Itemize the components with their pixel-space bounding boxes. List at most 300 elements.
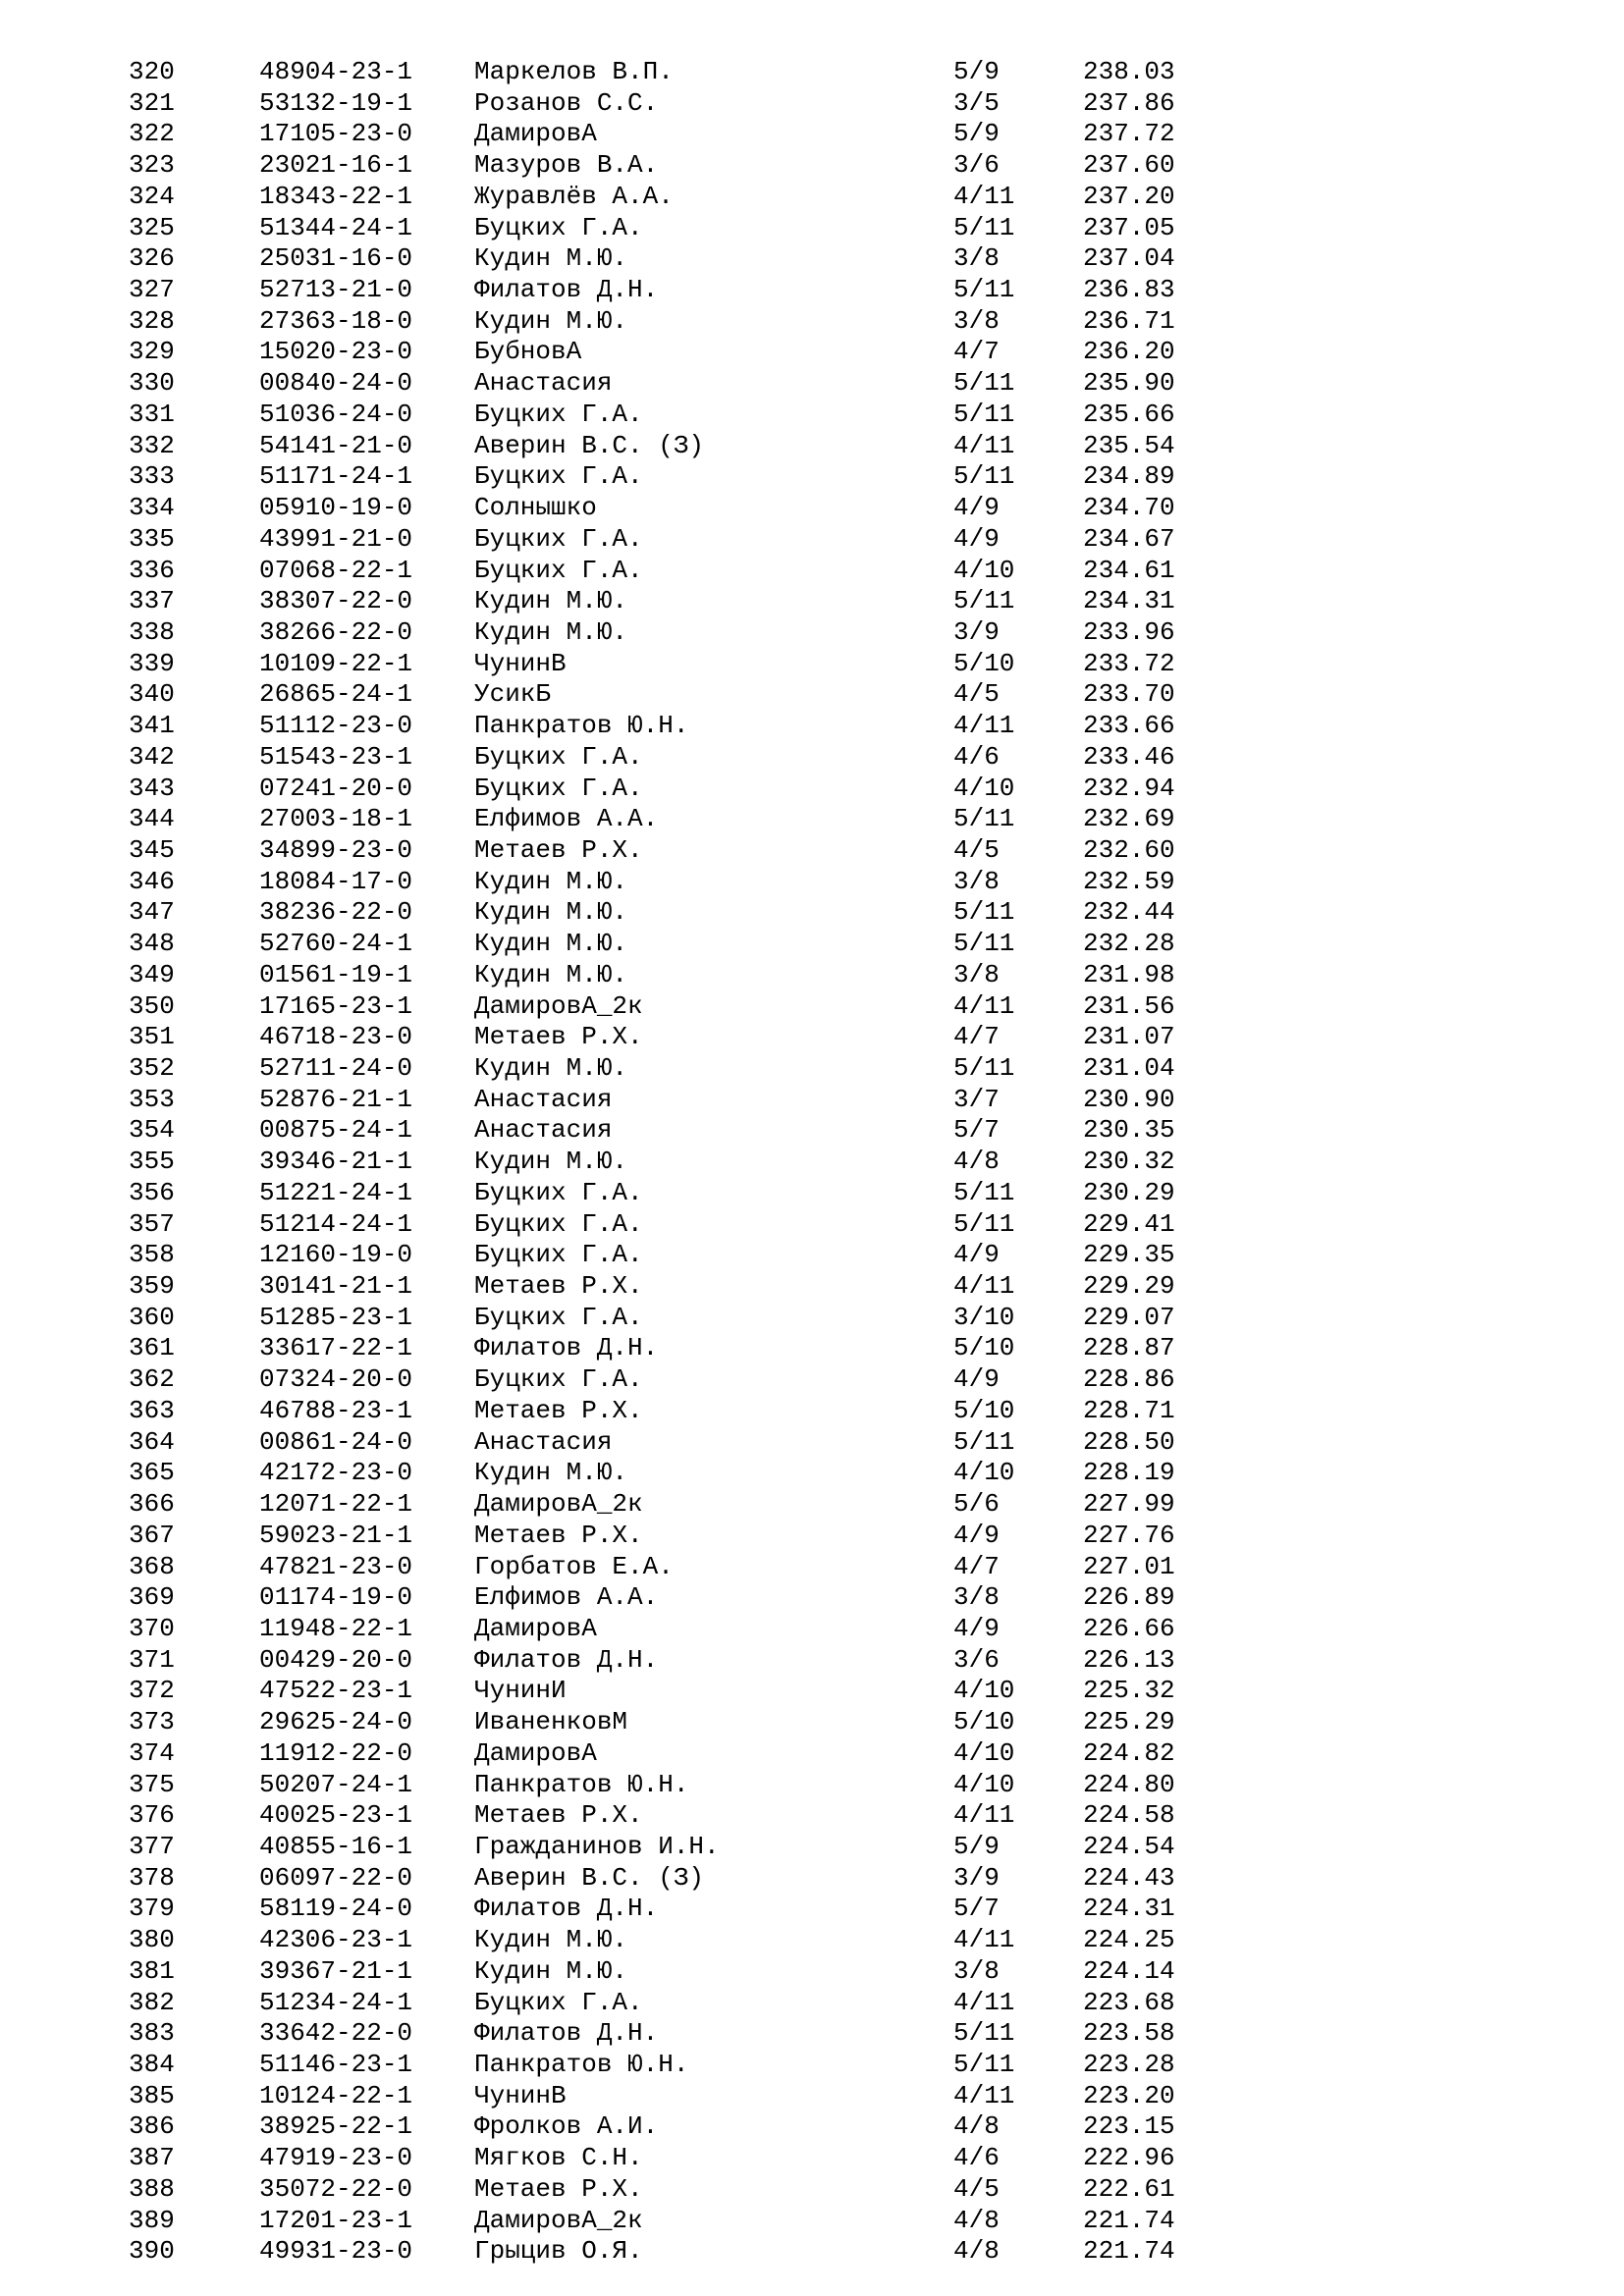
row-code: 42306-23-1: [259, 1925, 413, 1955]
table-row: [129, 2143, 1268, 2174]
row-number: 368: [129, 1551, 175, 1581]
row-ratio: 5/11: [953, 368, 1015, 399]
row-code: 10109-22-1: [259, 648, 413, 678]
table-row: [129, 1956, 1268, 1988]
row-name: Панкратов Ю.Н.: [474, 1769, 689, 1799]
row-name: Кудин М.Ю.: [474, 1925, 628, 1955]
row-score: 232.60: [1083, 834, 1175, 865]
row-name: Кудин М.Ю.: [474, 586, 628, 616]
row-number: 328: [129, 305, 175, 336]
row-number: 381: [129, 1955, 175, 1986]
row-code: 17105-23-0: [259, 119, 413, 149]
row-ratio: 5/7: [953, 1115, 1000, 1146]
row-name: Филатов Д.Н.: [474, 1894, 659, 1924]
row-score: 232.44: [1083, 897, 1175, 928]
row-number: 358: [129, 1240, 175, 1270]
table-row: [129, 1115, 1268, 1147]
row-code: 25031-16-0: [259, 243, 413, 274]
row-code: 39367-21-1: [259, 1955, 413, 1986]
row-score: 228.50: [1083, 1426, 1175, 1457]
row-code: 26865-24-1: [259, 679, 413, 710]
row-score: 222.96: [1083, 2143, 1175, 2173]
row-number: 377: [129, 1831, 175, 1861]
table-row: [129, 337, 1268, 368]
table-row: [129, 1085, 1268, 1116]
row-score: 234.61: [1083, 555, 1175, 585]
row-name: Буцких Г.А.: [474, 1987, 643, 2017]
row-score: 226.89: [1083, 1582, 1175, 1613]
row-ratio: 4/9: [953, 1520, 1000, 1550]
row-number: 364: [129, 1426, 175, 1457]
row-number: 349: [129, 959, 175, 989]
row-score: 231.07: [1083, 1022, 1175, 1052]
table-row: [129, 213, 1268, 244]
row-code: 05910-19-0: [259, 493, 413, 523]
row-number: 333: [129, 461, 175, 492]
row-code: 06097-22-0: [259, 1862, 413, 1893]
table-row: [129, 243, 1268, 275]
row-code: 18084-17-0: [259, 866, 413, 896]
table-row: [129, 1800, 1268, 1832]
row-score: 224.80: [1083, 1769, 1175, 1799]
row-number: 355: [129, 1147, 175, 1177]
row-code: 35072-22-0: [259, 2173, 413, 2204]
table-row: [129, 649, 1268, 680]
table-row: [129, 1863, 1268, 1895]
row-score: 225.32: [1083, 1676, 1175, 1706]
row-code: 51234-24-1: [259, 1987, 413, 2017]
table-row: [129, 2018, 1268, 2050]
row-number: 367: [129, 1520, 175, 1550]
row-score: 225.29: [1083, 1707, 1175, 1737]
row-name: Кудин М.Ю.: [474, 897, 628, 928]
table-row: [129, 1333, 1268, 1364]
row-score: 231.04: [1083, 1053, 1175, 1083]
row-name: Мазуров В.А.: [474, 150, 659, 181]
row-name: Анастасия: [474, 1084, 613, 1114]
row-ratio: 4/11: [953, 1987, 1015, 2017]
row-number: 363: [129, 1395, 175, 1425]
row-ratio: 4/8: [953, 2236, 1000, 2267]
row-score: 229.07: [1083, 1302, 1175, 1332]
row-score: 228.19: [1083, 1458, 1175, 1488]
row-score: 237.86: [1083, 87, 1175, 118]
row-ratio: 4/10: [953, 1458, 1015, 1488]
row-code: 15020-23-0: [259, 337, 413, 367]
row-ratio: 4/9: [953, 1613, 1000, 1643]
row-code: 07241-20-0: [259, 773, 413, 803]
row-number: 374: [129, 1737, 175, 1768]
row-score: 237.72: [1083, 119, 1175, 149]
table-row: [129, 275, 1268, 306]
row-ratio: 5/11: [953, 212, 1015, 242]
row-ratio: 5/11: [953, 2018, 1015, 2049]
table-row: [129, 524, 1268, 556]
row-name: Панкратов Ю.Н.: [474, 711, 689, 741]
row-number: 386: [129, 2111, 175, 2142]
row-code: 51171-24-1: [259, 461, 413, 492]
row-code: 59023-21-1: [259, 1520, 413, 1550]
row-name: Буцких Г.А.: [474, 1364, 643, 1395]
row-score: 234.89: [1083, 461, 1175, 492]
row-score: 223.28: [1083, 2050, 1175, 2079]
row-name: Кудин М.Ю.: [474, 243, 628, 274]
row-number: 379: [129, 1894, 175, 1924]
row-code: 00429-20-0: [259, 1644, 413, 1675]
row-number: 357: [129, 1208, 175, 1239]
table-row: [129, 2206, 1268, 2237]
row-code: 48904-23-1: [259, 57, 413, 86]
row-ratio: 5/10: [953, 1333, 1015, 1363]
row-name: Буцких Г.А.: [474, 741, 643, 772]
row-ratio: 4/7: [953, 337, 1000, 367]
row-ratio: 3/8: [953, 305, 1000, 336]
row-number: 366: [129, 1489, 175, 1520]
row-name: Буцких Г.А.: [474, 1208, 643, 1239]
table-row: [129, 1707, 1268, 1738]
row-number: 387: [129, 2143, 175, 2173]
row-name: УсикБ: [474, 679, 552, 710]
row-ratio: 5/11: [953, 1208, 1015, 1239]
table-row: [129, 2050, 1268, 2081]
table-row: [129, 119, 1268, 150]
row-ratio: 3/9: [953, 616, 1000, 647]
table-row: [129, 1738, 1268, 1770]
row-score: 227.01: [1083, 1551, 1175, 1581]
row-number: 344: [129, 804, 175, 834]
table-row: [129, 461, 1268, 493]
table-row: [129, 867, 1268, 898]
row-code: 51543-23-1: [259, 741, 413, 772]
row-name: Метаев Р.Х.: [474, 1520, 643, 1550]
table-row: [129, 400, 1268, 431]
table-row: [129, 1427, 1268, 1459]
row-name: Анастасия: [474, 1115, 613, 1146]
table-row: [129, 679, 1268, 711]
row-code: 01174-19-0: [259, 1582, 413, 1613]
row-ratio: 4/9: [953, 1364, 1000, 1395]
row-ratio: 4/8: [953, 2111, 1000, 2142]
row-number: 360: [129, 1302, 175, 1332]
row-ratio: 5/11: [953, 399, 1015, 429]
row-name: Солнышко: [474, 493, 597, 523]
row-ratio: 4/11: [953, 1925, 1015, 1955]
row-ratio: 5/9: [953, 119, 1000, 149]
row-name: Елфимов А.А.: [474, 1582, 659, 1613]
row-name: Буцких Г.А.: [474, 773, 643, 803]
row-name: Буцких Г.А.: [474, 461, 643, 492]
row-score: 224.14: [1083, 1955, 1175, 1986]
row-name: Буцких Г.А.: [474, 399, 643, 429]
table-row: [129, 1676, 1268, 1707]
row-ratio: 4/11: [953, 1800, 1015, 1831]
table-row: [129, 897, 1268, 929]
row-ratio: 3/6: [953, 150, 1000, 181]
row-ratio: 5/6: [953, 1489, 1000, 1520]
table-row: [129, 431, 1268, 462]
row-ratio: 5/10: [953, 1395, 1015, 1425]
table-row: [129, 742, 1268, 774]
row-code: 51221-24-1: [259, 1177, 413, 1207]
row-code: 40025-23-1: [259, 1800, 413, 1831]
row-ratio: 4/8: [953, 1147, 1000, 1177]
row-name: Фролков А.И.: [474, 2111, 659, 2142]
row-name: Кудин М.Ю.: [474, 929, 628, 959]
row-score: 221.74: [1083, 2205, 1175, 2235]
row-code: 40855-16-1: [259, 1831, 413, 1861]
table-row: [129, 493, 1268, 524]
row-ratio: 5/11: [953, 897, 1015, 928]
row-name: Метаев Р.Х.: [474, 1395, 643, 1425]
row-name: Аверин В.С. (З): [474, 1862, 705, 1893]
row-code: 51285-23-1: [259, 1302, 413, 1332]
row-ratio: 5/11: [953, 275, 1015, 305]
row-score: 234.31: [1083, 586, 1175, 616]
row-code: 00840-24-0: [259, 368, 413, 399]
ranking-table: [129, 57, 1268, 2268]
row-code: 18343-22-1: [259, 181, 413, 211]
row-ratio: 4/5: [953, 2173, 1000, 2204]
table-row: [129, 711, 1268, 742]
row-score: 230.90: [1083, 1084, 1175, 1114]
row-number: 372: [129, 1676, 175, 1706]
row-number: 373: [129, 1707, 175, 1737]
row-score: 236.83: [1083, 275, 1175, 305]
row-code: 34899-23-0: [259, 834, 413, 865]
row-score: 235.54: [1083, 430, 1175, 460]
row-number: 325: [129, 212, 175, 242]
row-number: 340: [129, 679, 175, 710]
row-ratio: 4/10: [953, 1769, 1015, 1799]
row-score: 232.69: [1083, 804, 1175, 834]
row-name: ЧунинВ: [474, 2080, 567, 2110]
row-ratio: 4/9: [953, 523, 1000, 554]
row-name: Грыцив О.Я.: [474, 2236, 643, 2267]
row-score: 223.58: [1083, 2018, 1175, 2049]
row-name: Панкратов Ю.Н.: [474, 2050, 689, 2079]
row-ratio: 3/8: [953, 1955, 1000, 1986]
row-code: 52711-24-0: [259, 1053, 413, 1083]
table-row: [129, 2081, 1268, 2112]
row-number: 326: [129, 243, 175, 274]
row-name: Кудин М.Ю.: [474, 1147, 628, 1177]
row-number: 369: [129, 1582, 175, 1613]
row-score: 234.70: [1083, 493, 1175, 523]
row-ratio: 3/8: [953, 243, 1000, 274]
table-row: [129, 586, 1268, 617]
table-row: [129, 1988, 1268, 2019]
row-name: Метаев Р.Х.: [474, 834, 643, 865]
row-number: 332: [129, 430, 175, 460]
row-ratio: 5/11: [953, 1426, 1015, 1457]
row-number: 343: [129, 773, 175, 803]
row-name: Горбатов Е.А.: [474, 1551, 674, 1581]
row-name: Кудин М.Ю.: [474, 959, 628, 989]
row-name: Буцких Г.А.: [474, 1302, 643, 1332]
row-ratio: 5/11: [953, 2050, 1015, 2079]
row-ratio: 4/10: [953, 773, 1015, 803]
table-row: [129, 1770, 1268, 1801]
row-number: 359: [129, 1271, 175, 1302]
row-name: Кудин М.Ю.: [474, 1458, 628, 1488]
row-ratio: 3/8: [953, 866, 1000, 896]
row-code: 42172-23-0: [259, 1458, 413, 1488]
row-code: 54141-21-0: [259, 430, 413, 460]
table-row: [129, 1894, 1268, 1925]
row-score: 232.28: [1083, 929, 1175, 959]
row-number: 346: [129, 866, 175, 896]
row-number: 327: [129, 275, 175, 305]
row-name: ДамировА: [474, 119, 597, 149]
table-row: [129, 182, 1268, 213]
row-code: 33642-22-0: [259, 2018, 413, 2049]
row-ratio: 5/7: [953, 1894, 1000, 1924]
row-name: Буцких Г.А.: [474, 1177, 643, 1207]
table-row: [129, 150, 1268, 182]
row-code: 27363-18-0: [259, 305, 413, 336]
row-code: 52876-21-1: [259, 1084, 413, 1114]
row-ratio: 3/8: [953, 959, 1000, 989]
row-number: 321: [129, 87, 175, 118]
table-row: [129, 1458, 1268, 1489]
table-row: [129, 306, 1268, 338]
row-number: 339: [129, 648, 175, 678]
row-ratio: 4/9: [953, 493, 1000, 523]
row-code: 51344-24-1: [259, 212, 413, 242]
table-row: [129, 774, 1268, 805]
row-number: 322: [129, 119, 175, 149]
row-number: 348: [129, 929, 175, 959]
row-score: 233.70: [1083, 679, 1175, 710]
row-score: 224.82: [1083, 1737, 1175, 1768]
row-number: 389: [129, 2205, 175, 2235]
table-row: [129, 835, 1268, 867]
row-number: 353: [129, 1084, 175, 1114]
row-code: 11948-22-1: [259, 1613, 413, 1643]
table-row: [129, 1147, 1268, 1178]
row-number: 324: [129, 181, 175, 211]
row-ratio: 4/7: [953, 1551, 1000, 1581]
row-code: 38925-22-1: [259, 2111, 413, 2142]
row-number: 365: [129, 1458, 175, 1488]
row-code: 49931-23-0: [259, 2236, 413, 2267]
table-row: [129, 1271, 1268, 1303]
row-code: 47522-23-1: [259, 1676, 413, 1706]
row-score: 227.76: [1083, 1520, 1175, 1550]
row-score: 223.15: [1083, 2111, 1175, 2142]
row-score: 228.86: [1083, 1364, 1175, 1395]
row-code: 39346-21-1: [259, 1147, 413, 1177]
row-ratio: 4/5: [953, 679, 1000, 710]
row-name: Кудин М.Ю.: [474, 866, 628, 896]
row-score: 236.20: [1083, 337, 1175, 367]
row-code: 27003-18-1: [259, 804, 413, 834]
row-score: 231.98: [1083, 959, 1175, 989]
row-code: 50207-24-1: [259, 1769, 413, 1799]
row-code: 46718-23-0: [259, 1022, 413, 1052]
row-code: 00875-24-1: [259, 1115, 413, 1146]
row-number: 354: [129, 1115, 175, 1146]
row-name: Филатов Д.Н.: [474, 1644, 659, 1675]
table-row: [129, 2174, 1268, 2206]
row-name: Кудин М.Ю.: [474, 305, 628, 336]
row-score: 235.66: [1083, 399, 1175, 429]
row-ratio: 4/8: [953, 2205, 1000, 2235]
row-score: 224.58: [1083, 1800, 1175, 1831]
row-score: 229.29: [1083, 1271, 1175, 1302]
row-number: 376: [129, 1800, 175, 1831]
table-row: [129, 1614, 1268, 1645]
row-name: Анастасия: [474, 368, 613, 399]
row-ratio: 5/9: [953, 57, 1000, 86]
table-row: [129, 1489, 1268, 1521]
row-code: 00861-24-0: [259, 1426, 413, 1457]
row-number: 335: [129, 523, 175, 554]
row-ratio: 5/11: [953, 929, 1015, 959]
row-code: 17165-23-1: [259, 990, 413, 1021]
row-ratio: 4/11: [953, 990, 1015, 1021]
table-row: [129, 1925, 1268, 1956]
row-score: 233.66: [1083, 711, 1175, 741]
row-ratio: 3/7: [953, 1084, 1000, 1114]
row-score: 234.67: [1083, 523, 1175, 554]
row-name: Маркелов В.П.: [474, 57, 674, 86]
row-score: 224.31: [1083, 1894, 1175, 1924]
row-score: 229.41: [1083, 1208, 1175, 1239]
row-number: 329: [129, 337, 175, 367]
table-row: [129, 960, 1268, 991]
row-name: Елфимов А.А.: [474, 804, 659, 834]
row-name: Филатов Д.Н.: [474, 2018, 659, 2049]
row-number: 383: [129, 2018, 175, 2049]
row-ratio: 4/10: [953, 1676, 1015, 1706]
table-row: [129, 368, 1268, 400]
table-row: [129, 1209, 1268, 1241]
row-score: 222.61: [1083, 2173, 1175, 2204]
row-ratio: 3/6: [953, 1644, 1000, 1675]
row-score: 228.71: [1083, 1395, 1175, 1425]
table-row: [129, 929, 1268, 960]
row-score: 233.96: [1083, 616, 1175, 647]
table-row: [129, 617, 1268, 649]
row-code: 38266-22-0: [259, 616, 413, 647]
row-code: 51036-24-0: [259, 399, 413, 429]
row-number: 356: [129, 1177, 175, 1207]
row-name: ДамировА_2к: [474, 2205, 643, 2235]
row-code: 29625-24-0: [259, 1707, 413, 1737]
row-name: ИваненковМ: [474, 1707, 628, 1737]
table-row: [129, 1240, 1268, 1271]
table-row: [129, 1364, 1268, 1396]
row-code: 47821-23-0: [259, 1551, 413, 1581]
row-code: 53132-19-1: [259, 87, 413, 118]
row-ratio: 3/8: [953, 1582, 1000, 1613]
table-row: [129, 1832, 1268, 1863]
table-row: [129, 1303, 1268, 1334]
row-score: 230.29: [1083, 1177, 1175, 1207]
row-number: 361: [129, 1333, 175, 1363]
row-score: 237.20: [1083, 181, 1175, 211]
row-ratio: 3/9: [953, 1862, 1000, 1893]
row-name: Кудин М.Ю.: [474, 1955, 628, 1986]
row-name: Буцких Г.А.: [474, 555, 643, 585]
row-code: 38307-22-0: [259, 586, 413, 616]
row-number: 370: [129, 1613, 175, 1643]
row-number: 351: [129, 1022, 175, 1052]
row-number: 378: [129, 1862, 175, 1893]
row-ratio: 5/10: [953, 1707, 1015, 1737]
table-row: [129, 88, 1268, 120]
